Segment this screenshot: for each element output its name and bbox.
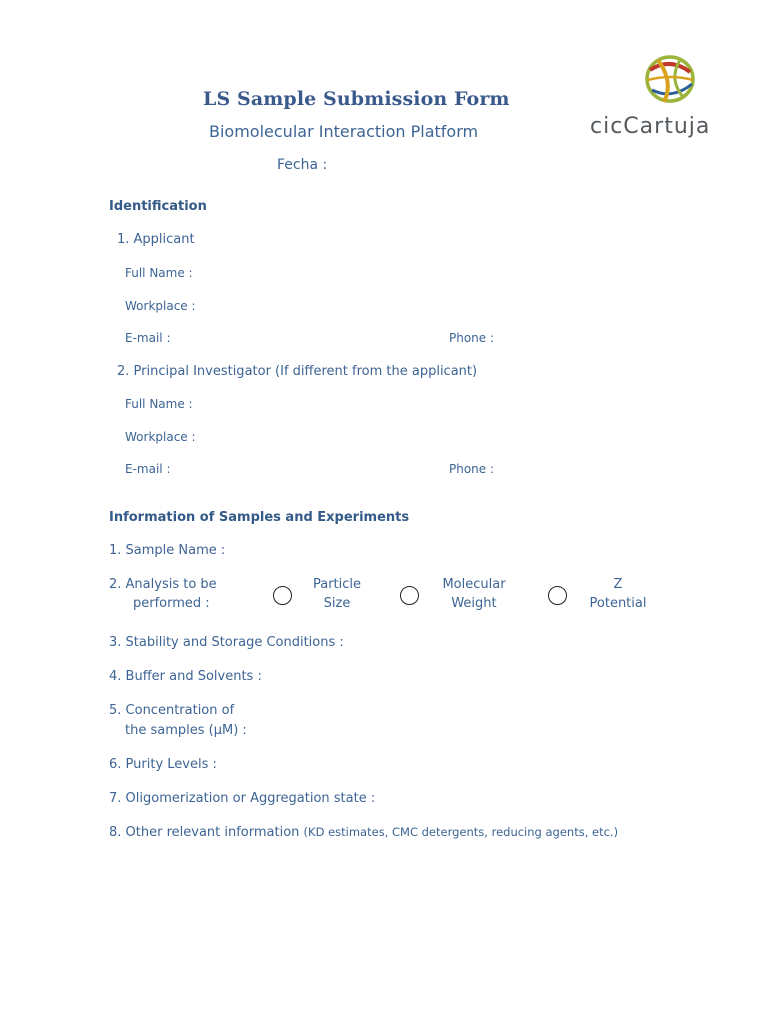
logo-text: cicCartuja: [590, 114, 711, 139]
other-info-main: 8. Other relevant information: [109, 825, 300, 840]
other-info-label: [109, 825, 618, 840]
particle-size-label-line1: Particle: [312, 577, 362, 592]
applicant-heading: 1. Applicant: [117, 232, 195, 247]
applicant-phone-label: Phone :: [449, 331, 495, 345]
stability-label: 3. Stability and Storage Conditions :: [109, 635, 344, 650]
molecular-weight-label-line1: Molecular: [442, 577, 506, 592]
ciccartuja-logo: [590, 52, 720, 147]
concentration-label-line1: 5. Concentration of: [109, 703, 235, 718]
purity-label: 6. Purity Levels :: [109, 757, 217, 772]
pi-workplace-label: Workplace :: [125, 430, 196, 444]
form-title: LS Sample Submission Form: [203, 88, 510, 110]
molecular-weight-label-line2: Weight: [451, 596, 497, 611]
pi-phone-label: Phone :: [449, 462, 495, 476]
z-potential-radio[interactable]: [548, 586, 567, 605]
form-subtitle: Biomolecular Interaction Platform: [209, 122, 479, 141]
pi-full-name-label: Full Name :: [125, 397, 193, 411]
other-info-hint: (KD estimates, CMC detergents, reducing agents, etc.): [303, 825, 619, 839]
buffer-label: 4. Buffer and Solvents :: [109, 669, 262, 684]
applicant-workplace-label: Workplace :: [125, 299, 196, 313]
globe-logo-icon: [640, 52, 700, 107]
sample-name-label: 1. Sample Name :: [109, 543, 226, 558]
date-label: Fecha :: [277, 157, 328, 173]
samples-heading: Information of Samples and Experiments: [109, 510, 410, 525]
molecular-weight-radio[interactable]: [400, 586, 419, 605]
particle-size-label-line2: Size: [323, 596, 351, 611]
z-potential-label-line1: Z: [613, 577, 623, 592]
oligomerization-label: 7. Oligomerization or Aggregation state :: [109, 791, 376, 806]
z-potential-label-line2: Potential: [589, 596, 647, 611]
pi-heading: 2. Principal Investigator (If different from the applicant): [117, 364, 478, 379]
analysis-label-line2: performed :: [133, 596, 210, 611]
applicant-full-name-label: Full Name :: [125, 266, 193, 280]
applicant-email-label: E-mail :: [125, 331, 171, 345]
pi-email-label: E-mail :: [125, 462, 171, 476]
analysis-label-line1: 2. Analysis to be: [109, 577, 217, 592]
identification-heading: Identification: [109, 199, 207, 214]
concentration-label-line2: the samples (µM) :: [125, 723, 247, 738]
particle-size-radio[interactable]: [273, 586, 292, 605]
